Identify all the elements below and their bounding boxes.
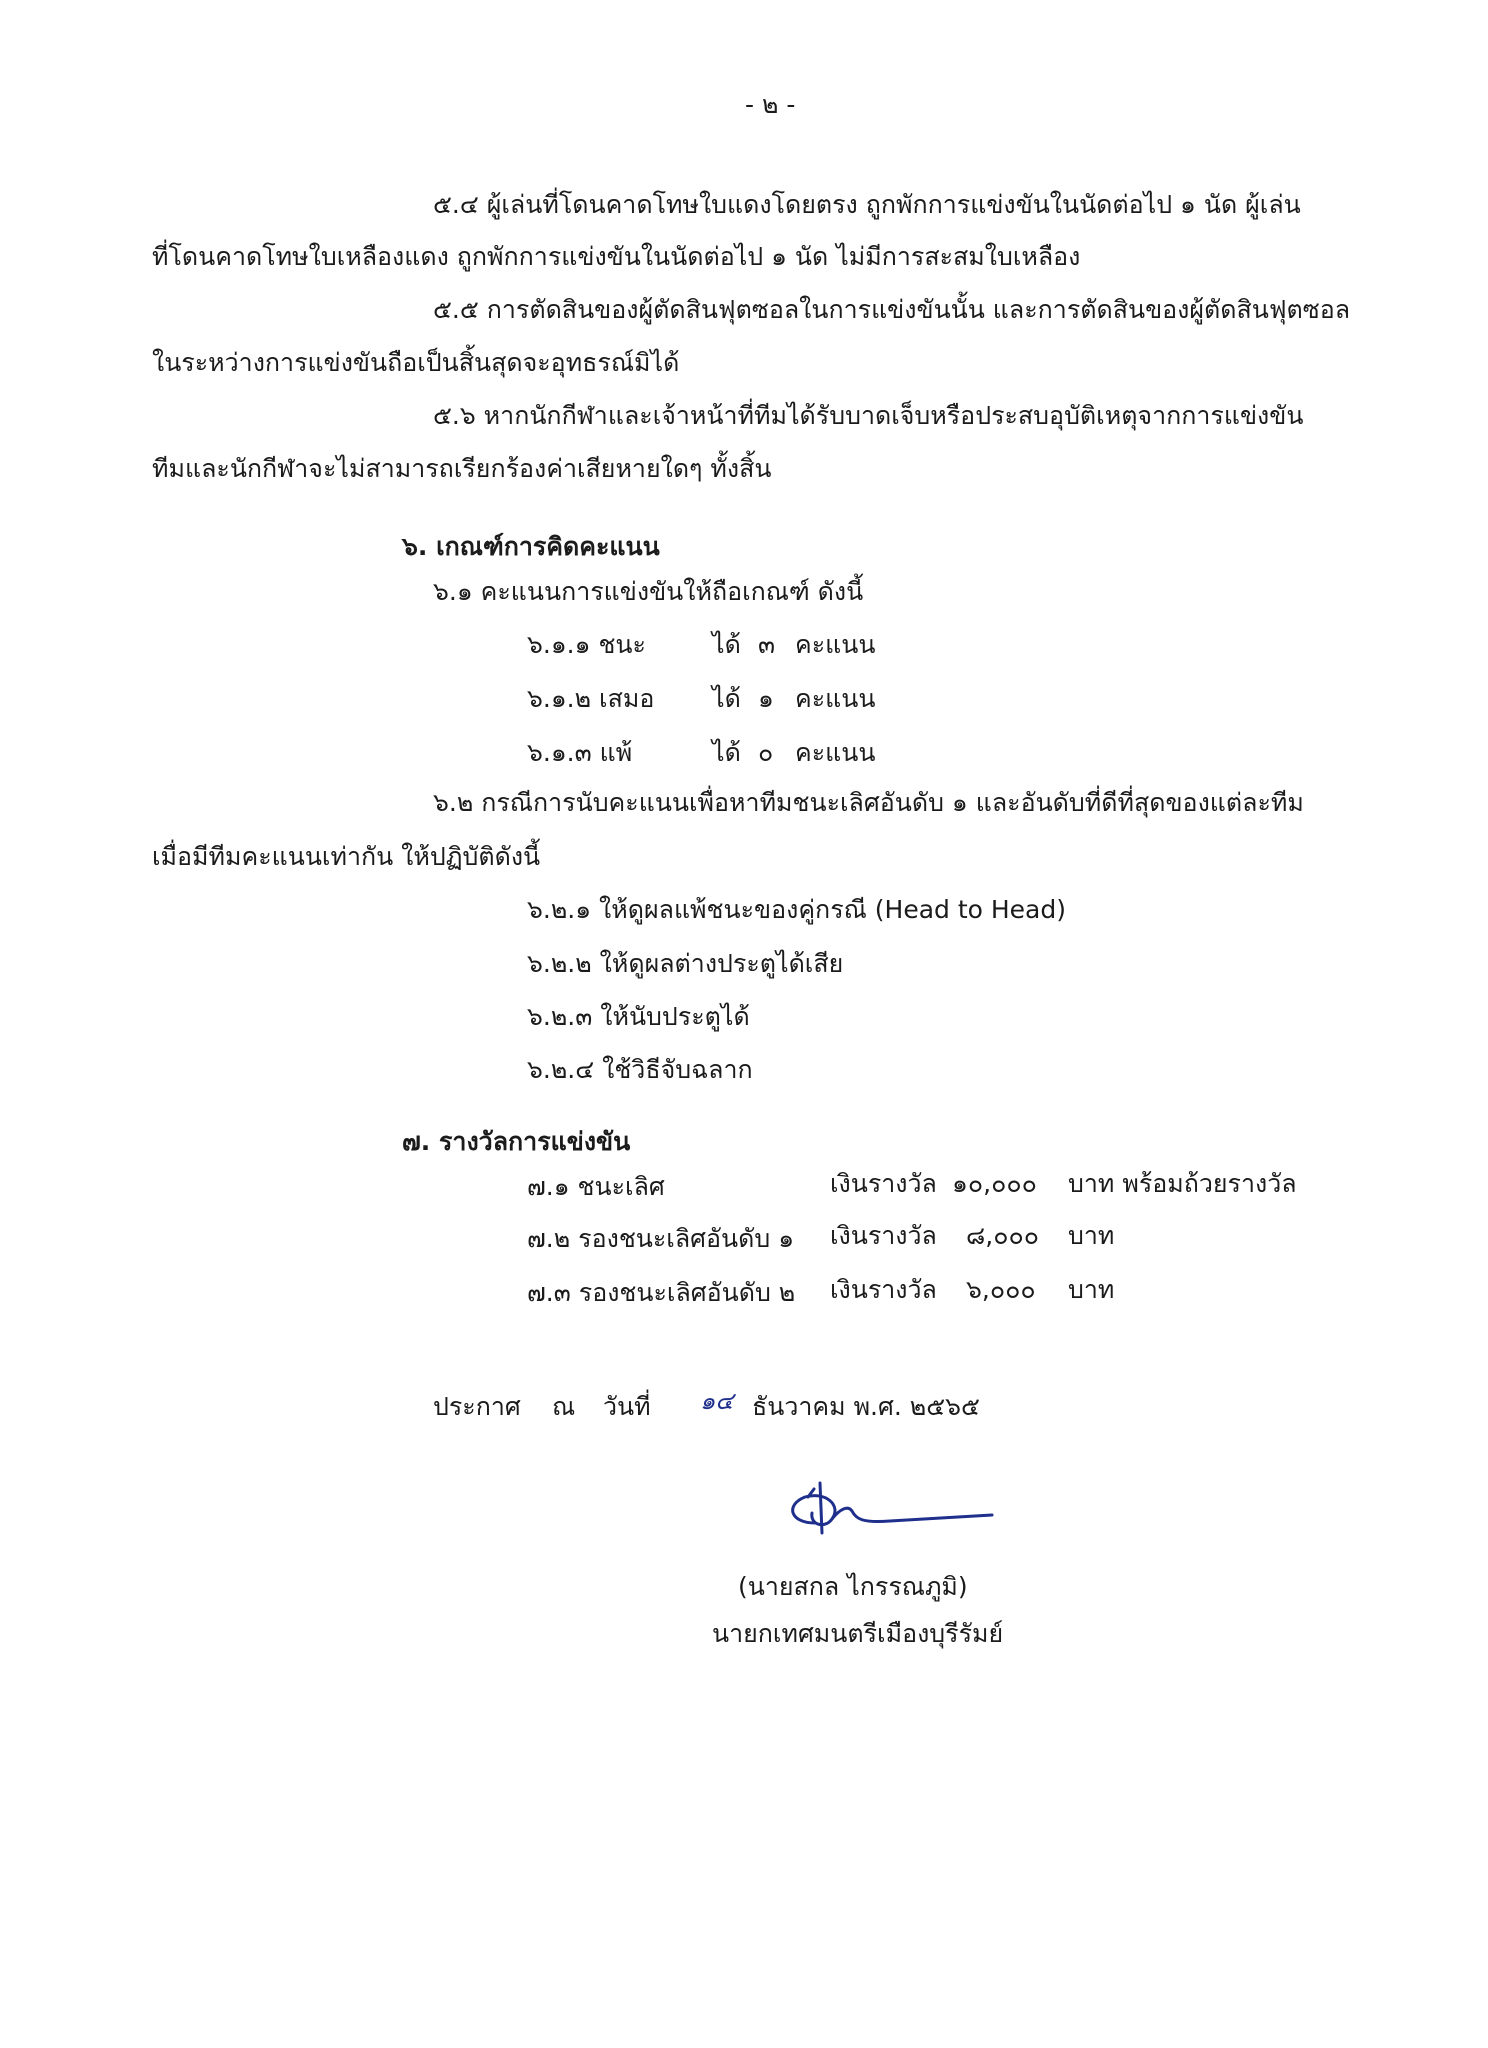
prize-unit-1: บาท พร้อมถ้วยรางวัล (1068, 1169, 1297, 1198)
prize-money-label-2: เงินรางวัล (830, 1221, 937, 1250)
item-5-4-line-2: ที่โดนคาดโทษใบเหลืองแดง ถูกพักการแข่งขันในนัดต่อไป ๑ นัด ไม่มีการสะสมใบเหลือง (152, 242, 1081, 271)
score-label-win: ๖.๑.๑ ชนะ (527, 630, 646, 659)
announce-at: ณ (552, 1392, 576, 1421)
prize-amount-2: ๘,๐๐๐ (966, 1221, 1040, 1250)
signature-image (770, 1475, 1000, 1555)
score-get-loss: ได้ (712, 738, 741, 767)
announce-day-handwritten: ๑๔ (700, 1387, 734, 1415)
prize-money-label-3: เงินรางวัล (830, 1275, 937, 1304)
item-5-5-line-1: ๕.๕ การตัดสินของผู้ตัดสินฟุตซอลในการแข่งขันนั้น และการตัดสินของผู้ตัดสินฟุตซอล (433, 295, 1351, 324)
announce-day-label: วันที่ (603, 1392, 651, 1421)
signatory-title: นายกเทศมนตรีเมืองบุรีรัมย์ (712, 1619, 1004, 1648)
item-6-1: ๖.๑ คะแนนการแข่งขันให้ถือเกณฑ์ ดังนี้ (433, 577, 864, 606)
prize-label-1: ๗.๑ ชนะเลิศ (527, 1172, 665, 1201)
page-number: - ๒ - (745, 90, 796, 119)
item-5-4-line-1: ๕.๔ ผู้เล่นที่โดนคาดโทษใบแดงโดยตรง ถูกพักการแข่งขันในนัดต่อไป ๑ นัด ผู้เล่น (433, 190, 1301, 219)
item-5-6-line-1: ๕.๖ หากนักกีฬาและเจ้าหน้าที่ทีมได้รับบาดเจ็บหรือประสบอุบัติเหตุจากการแข่งขัน (433, 401, 1304, 430)
item-5-5-line-2: ในระหว่างการแข่งขันถือเป็นสิ้นสุดจะอุทธรณ์มิได้ (152, 348, 680, 377)
score-label-draw: ๖.๑.๒ เสมอ (527, 684, 655, 713)
score-unit-win: คะแนน (795, 630, 876, 659)
score-unit-loss: คะแนน (795, 738, 876, 767)
item-6-2-line-2: เมื่อมีทีมคะแนนเท่ากัน ให้ปฏิบัติดังนี้ (152, 842, 541, 871)
tiebreaker-1: ๖.๒.๑ ให้ดูผลแพ้ชนะของคู่กรณี (Head to Head) (527, 895, 1067, 924)
prize-label-2: ๗.๒ รองชนะเลิศอันดับ ๑ (527, 1224, 795, 1253)
score-points-draw: ๑ (758, 684, 774, 713)
score-points-win: ๓ (758, 630, 776, 659)
announce-prefix: ประกาศ (433, 1392, 521, 1421)
section-6-heading: ๖. เกณฑ์การคิดคะแนน (402, 532, 660, 561)
item-6-2-line-1: ๖.๒ กรณีการนับคะแนนเพื่อหาทีมชนะเลิศอันดับ ๑ และอันดับที่ดีที่สุดของแต่ละทีม (433, 788, 1304, 817)
item-5-6-line-2: ทีมและนักกีฬาจะไม่สามารถเรียกร้องค่าเสียหายใดๆ ทั้งสิ้น (152, 454, 772, 483)
prize-label-3: ๗.๓ รองชนะเลิศอันดับ ๒ (527, 1278, 796, 1307)
prize-amount-3: ๖,๐๐๐ (966, 1275, 1036, 1304)
section-7-heading: ๗. รางวัลการแข่งขัน (402, 1127, 631, 1156)
prize-money-label-1: เงินรางวัล (830, 1169, 937, 1198)
tiebreaker-3: ๖.๒.๓ ให้นับประตูได้ (527, 1002, 750, 1031)
prize-unit-3: บาท (1068, 1275, 1115, 1304)
signatory-name: (นายสกล ไกรรณภูมิ) (738, 1572, 968, 1601)
score-points-loss: ๐ (758, 738, 774, 767)
prize-amount-1: ๑๐,๐๐๐ (952, 1169, 1037, 1198)
score-label-loss: ๖.๑.๓ แพ้ (527, 738, 633, 767)
tiebreaker-2: ๖.๒.๒ ให้ดูผลต่างประตูได้เสีย (527, 949, 844, 978)
score-get-draw: ได้ (712, 684, 741, 713)
score-unit-draw: คะแนน (795, 684, 876, 713)
announce-month-year: ธันวาคม พ.ศ. ๒๕๖๕ (752, 1392, 980, 1421)
tiebreaker-4: ๖.๒.๔ ใช้วิธีจับฉลาก (527, 1055, 753, 1084)
score-get-win: ได้ (712, 630, 741, 659)
prize-unit-2: บาท (1068, 1221, 1115, 1250)
